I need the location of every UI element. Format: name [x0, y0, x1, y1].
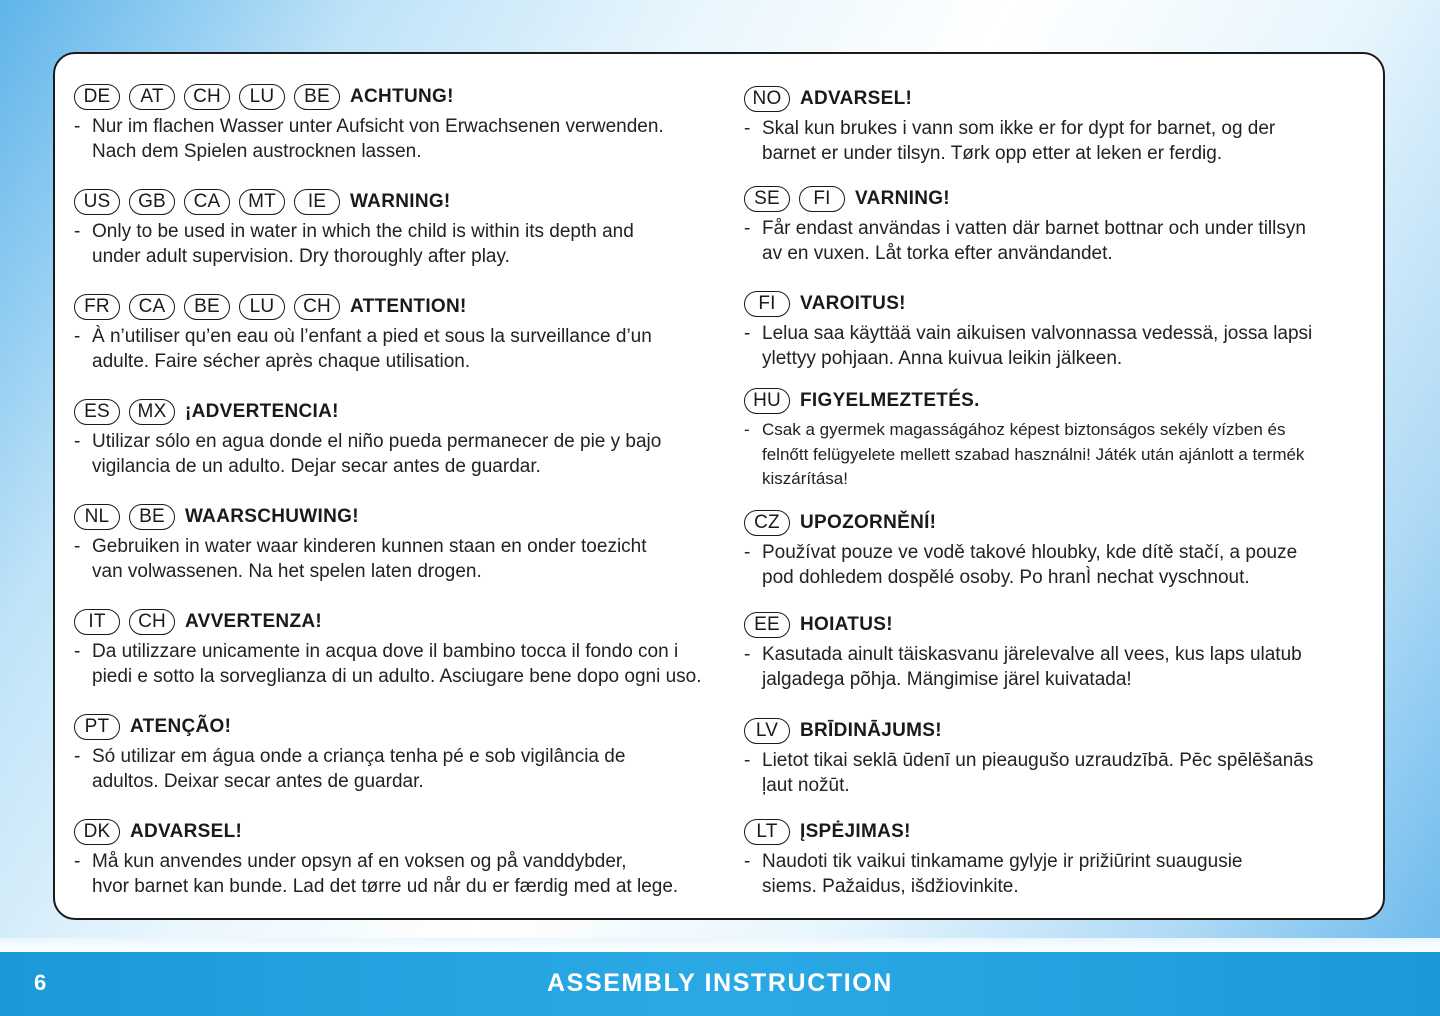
warning-text — [74, 219, 724, 269]
warning-text-line: ylettyy pohjaan. Anna kuivua leikin jälkeen. — [762, 348, 1123, 369]
bullet-dash: - — [744, 750, 751, 771]
bullet-dash: - — [74, 641, 81, 662]
country-badge: DK — [74, 819, 120, 845]
warning-title: ADVARSEL! — [800, 88, 913, 109]
warning-text — [744, 849, 1394, 899]
warning-left-0 — [74, 82, 724, 164]
country-badge: CH — [294, 294, 340, 320]
warning-title: WAARSCHUWING! — [185, 506, 359, 527]
country-badge: LT — [744, 819, 790, 845]
warning-text-line: Skal kun brukes i vann som ikke er for dypt for barnet, og der — [762, 118, 1276, 139]
bullet-dash: - — [74, 116, 81, 137]
bullet-dash: - — [74, 746, 81, 767]
warning-text-line: Lelua saa käyttää vain aikuisen valvonnassa vedessä, jossa lapsi — [762, 323, 1313, 344]
warning-header — [74, 502, 724, 532]
warning-text-line: adulte. Faire sécher après chaque utilisation. — [92, 351, 471, 372]
footer-divider — [0, 938, 1440, 952]
warning-left-3 — [74, 397, 724, 479]
warning-header — [74, 397, 724, 427]
warning-header — [74, 607, 724, 637]
warning-title: UPOZORNĚNÍ! — [800, 512, 937, 533]
bullet-dash: - — [74, 326, 81, 347]
country-badge: CZ — [744, 510, 790, 536]
bullet-dash: - — [744, 420, 750, 439]
country-badge: NO — [744, 86, 790, 112]
warning-text-line: Utilizar sólo en agua donde el niño pueda permanecer de pie y bajo — [92, 431, 662, 452]
warning-header — [74, 82, 724, 112]
warning-title: ĮSPĖJIMAS! — [800, 821, 911, 842]
bullet-dash: - — [744, 542, 751, 563]
country-badge: FI — [744, 291, 790, 317]
warning-title: AVVERTENZA! — [185, 611, 323, 632]
warning-text-line: Da utilizzare unicamente in acqua dove il bambino tocca il fondo con i — [92, 641, 679, 662]
warning-text — [74, 429, 724, 479]
warning-title: ADVARSEL! — [130, 821, 243, 842]
bullet-dash: - — [74, 221, 81, 242]
country-badge: CH — [129, 609, 175, 635]
warning-text-line: vigilancia de un adulto. Dejar secar antes de guardar. — [92, 456, 541, 477]
warning-right-2 — [744, 289, 1394, 371]
warning-text-line: kiszárítása! — [762, 469, 848, 488]
warning-text-line: Naudoti tik vaikui tinkamame gylyje ir prižiūrint suaugusie — [762, 851, 1243, 872]
warning-text-line: pod dohledem dospělé osoby. Po hranÌ nechat vyschnout. — [762, 567, 1250, 588]
footer-bar — [0, 952, 1440, 1016]
bullet-dash: - — [744, 118, 751, 139]
warning-title: HOIATUS! — [800, 614, 893, 635]
warning-text-line: Nach dem Spielen austrocknen lassen. — [92, 141, 422, 162]
bullet-dash: - — [74, 536, 81, 557]
country-badge: LU — [239, 84, 285, 110]
warning-left-4 — [74, 502, 724, 584]
country-badge: CH — [184, 84, 230, 110]
warning-title: ¡ADVERTENCIA! — [185, 401, 339, 422]
warning-header — [744, 289, 1394, 319]
warning-text — [744, 540, 1394, 590]
warning-text-line: adultos. Deixar secar antes de guardar. — [92, 771, 424, 792]
warning-right-3 — [744, 386, 1394, 492]
warning-text — [74, 324, 724, 374]
warning-text-line: Only to be used in water in which the child is within its depth and — [92, 221, 634, 242]
bullet-dash: - — [744, 851, 751, 872]
warning-text-line: jalgadega põhja. Mängimise järel kuivatada! — [762, 669, 1132, 690]
country-badge: MX — [129, 399, 175, 425]
country-badge: PT — [74, 714, 120, 740]
warning-left-6 — [74, 712, 724, 794]
country-badge: LV — [744, 718, 790, 744]
warning-right-7 — [744, 817, 1394, 899]
country-badge: EE — [744, 612, 790, 638]
warning-text-line: Používat pouze ve vodě takové hloubky, kde dítě stačí, a pouze — [762, 542, 1298, 563]
warning-text-line: Nur im flachen Wasser unter Aufsicht von Erwachsenen verwenden. — [92, 116, 664, 137]
country-badge: AT — [129, 84, 175, 110]
bullet-dash: - — [74, 431, 81, 452]
country-badge: BE — [294, 84, 340, 110]
warning-right-6 — [744, 716, 1394, 798]
warning-text-line: av en vuxen. Låt torka efter användandet. — [762, 243, 1113, 264]
warning-text-line: Só utilizar em água onde a criança tenha pé e sob vigilância de — [92, 746, 626, 767]
warning-header — [744, 386, 1394, 416]
warning-left-5 — [74, 607, 724, 689]
warning-header — [744, 84, 1394, 114]
country-badge: CA — [184, 189, 230, 215]
warning-right-5 — [744, 610, 1394, 692]
country-badge: US — [74, 189, 120, 215]
country-badge: LU — [239, 294, 285, 320]
warning-header — [74, 817, 724, 847]
country-badge: MT — [239, 189, 285, 215]
country-badge: BE — [129, 504, 175, 530]
country-badge: CA — [129, 294, 175, 320]
country-badge: IE — [294, 189, 340, 215]
warning-left-7 — [74, 817, 724, 899]
warning-text-line: under adult supervision. Dry thoroughly after play. — [92, 246, 510, 267]
bullet-dash: - — [74, 851, 81, 872]
warning-title: ATENÇÃO! — [130, 716, 232, 737]
warning-header — [74, 292, 724, 322]
warnings-panel — [53, 52, 1385, 920]
footer-title: ASSEMBLY INSTRUCTION — [547, 969, 893, 997]
warning-text-line: piedi e sotto la sorveglianza di un adulto. Asciugare bene dopo ogni uso. — [92, 666, 702, 687]
warning-text-line: siems. Pažaidus, išdžiovinkite. — [762, 876, 1019, 897]
country-badge: FR — [74, 294, 120, 320]
warning-text — [744, 748, 1394, 798]
warning-text — [744, 321, 1394, 371]
bullet-dash: - — [744, 218, 751, 239]
warning-header — [744, 610, 1394, 640]
warning-left-2 — [74, 292, 724, 374]
warning-header — [74, 187, 724, 217]
warning-title: WARNING! — [350, 191, 451, 212]
country-badge: DE — [74, 84, 120, 110]
warning-title: BRĪDINĀJUMS! — [800, 720, 942, 741]
warning-left-1 — [74, 187, 724, 269]
warning-right-1 — [744, 184, 1394, 266]
country-badge: GB — [129, 189, 175, 215]
warning-text-line: barnet er under tilsyn. Tørk opp etter at leken er ferdig. — [762, 143, 1223, 164]
country-badge: ES — [74, 399, 120, 425]
warning-right-4 — [744, 508, 1394, 590]
warning-title: FIGYELMEZTETÉS. — [800, 390, 980, 411]
warning-title: VAROITUS! — [800, 293, 906, 314]
warning-right-0 — [744, 84, 1394, 166]
country-badge: SE — [744, 186, 790, 212]
warning-title: ACHTUNG! — [350, 86, 454, 107]
warning-title: VARNING! — [855, 188, 950, 209]
warning-header — [74, 712, 724, 742]
warning-text-line: van volwassenen. Na het spelen laten drogen. — [92, 561, 482, 582]
warning-text — [74, 639, 724, 689]
country-badge: BE — [184, 294, 230, 320]
country-badge: IT — [74, 609, 120, 635]
warning-text — [744, 418, 1394, 492]
warning-text-line: Må kun anvendes under opsyn af en voksen og på vanddybder, — [92, 851, 627, 872]
warning-text — [744, 116, 1394, 166]
warning-text — [74, 114, 724, 164]
warning-text-line: Gebruiken in water waar kinderen kunnen staan en onder toezicht — [92, 536, 647, 557]
warning-text — [74, 849, 724, 899]
warning-text-line: felnőtt felügyelete mellett szabad használni! Játék után ajánlott a termék — [762, 444, 1305, 464]
warning-text — [74, 534, 724, 584]
bullet-dash: - — [744, 644, 751, 665]
warning-text — [744, 642, 1394, 692]
warning-text-line: Får endast användas i vatten där barnet bottnar och under tillsyn — [762, 218, 1306, 239]
bullet-dash: - — [744, 323, 751, 344]
warning-title: ATTENTION! — [350, 296, 467, 317]
warning-text-line: Lietot tikai seklā ūdenī un pieaugušo uzraudzībā. Pēc spēlēšanās — [762, 750, 1314, 771]
country-badge: HU — [744, 388, 790, 414]
warning-text — [74, 744, 724, 794]
warning-text — [744, 216, 1394, 266]
warning-header — [744, 184, 1394, 214]
warning-text-line: ļaut nožūt. — [762, 775, 850, 796]
warning-text-line: À n’utiliser qu’en eau où l’enfant a pied et sous la surveillance d’un — [92, 326, 652, 347]
warning-text-line: Kasutada ainult täiskasvanu järelevalve all vees, kus laps ulatub — [762, 644, 1302, 665]
warning-header — [744, 817, 1394, 847]
warning-text-line: Csak a gyermek magasságához képest biztonságos sekély vízben és — [762, 420, 1286, 439]
country-badge: FI — [799, 186, 845, 212]
page-number: 6 — [34, 970, 47, 995]
warning-header — [744, 508, 1394, 538]
warning-text-line: hvor barnet kan bunde. Lad det tørre ud når du er færdig med at lege. — [92, 876, 679, 897]
warning-header — [744, 716, 1394, 746]
country-badge: NL — [74, 504, 120, 530]
